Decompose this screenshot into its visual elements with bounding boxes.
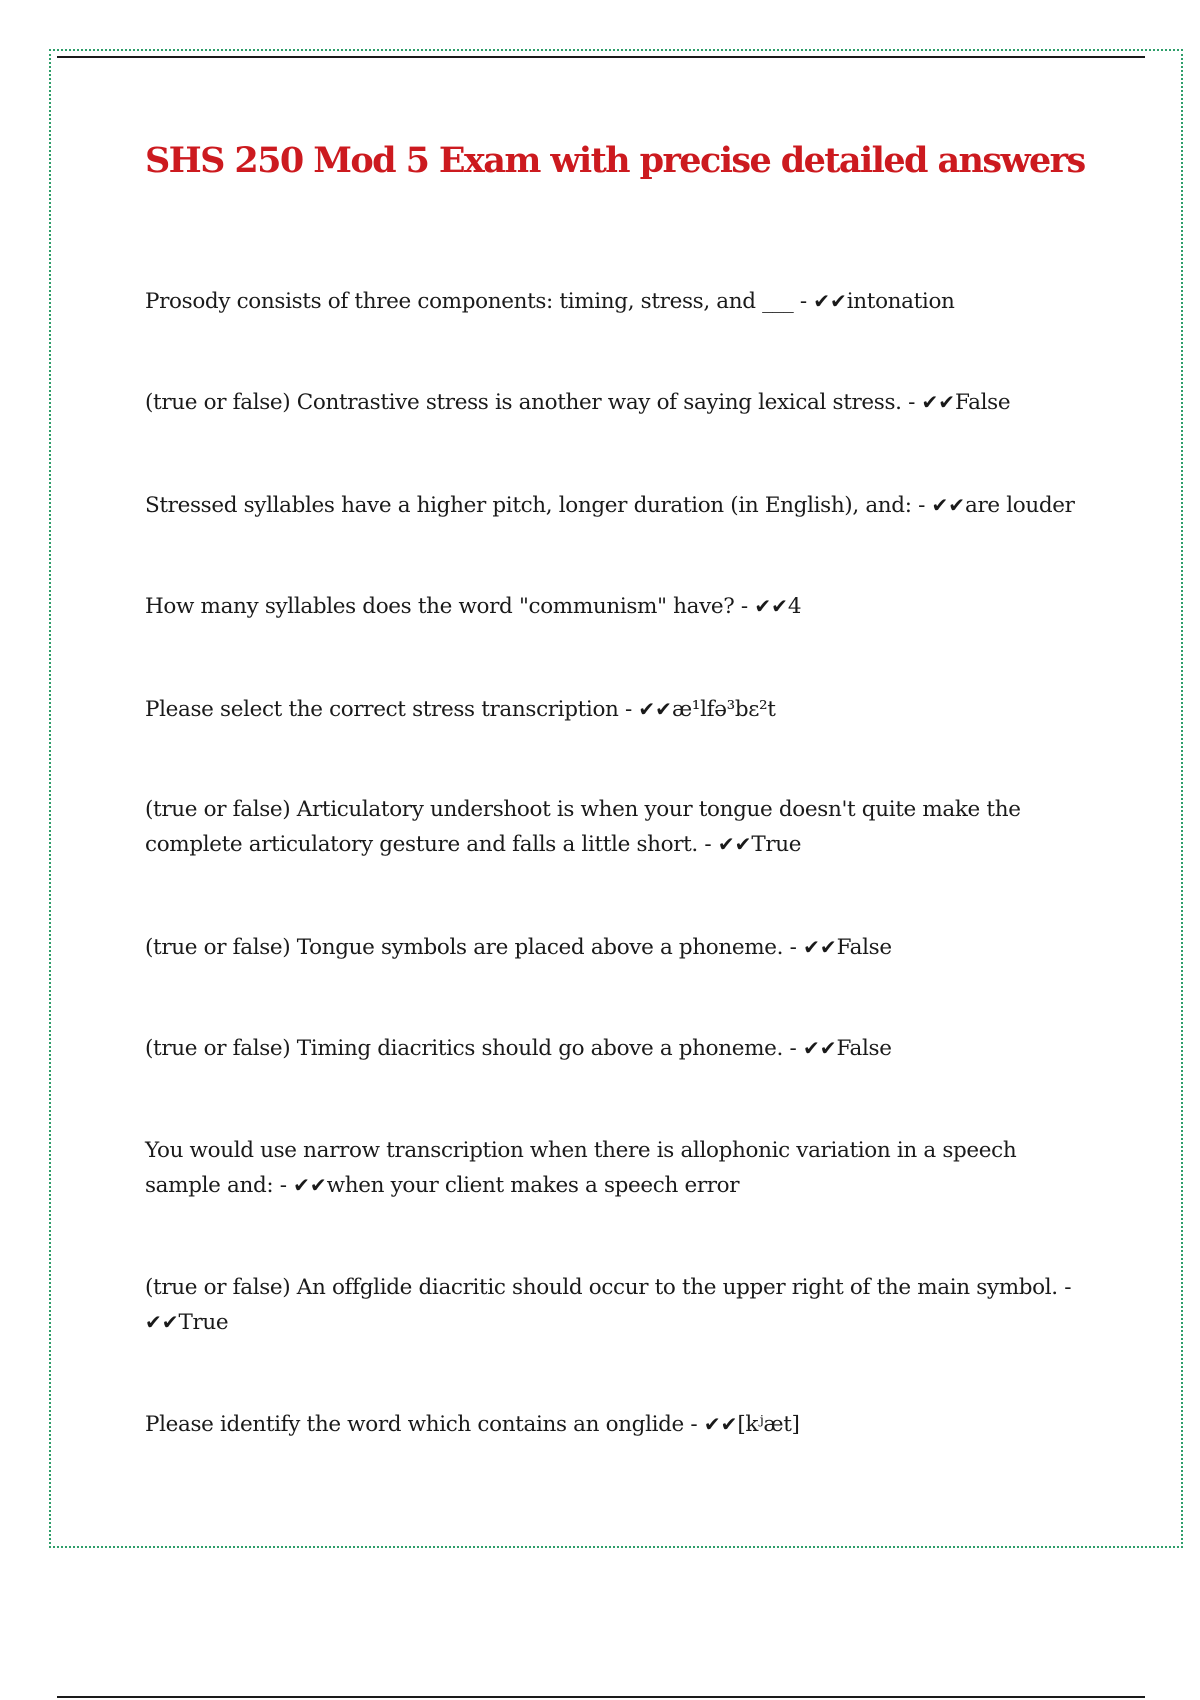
question-text: (true or false) Timing diacritics should go above a phoneme. — [145, 1036, 784, 1061]
answer-text: True — [178, 1310, 229, 1335]
question-text: You would use narrow transcription when there is allophonic variation in a speech sample and: — [145, 1138, 1017, 1198]
separator: - — [618, 697, 639, 722]
answer-text: False — [836, 935, 892, 960]
qa-item — [145, 930, 1085, 965]
qa-item — [145, 385, 1085, 420]
document-title: SHS 250 Mod 5 Exam with precise detailed answers — [145, 140, 1085, 181]
qa-item — [145, 589, 1085, 624]
question-text: (true or false) Articulatory undershoot is when your tongue doesn't quite make the complete articulatory gesture and falls a little short. — [145, 797, 1021, 857]
question-text: Prosody consists of three components: timing, stress, and ___ — [145, 289, 794, 314]
qa-item — [145, 1134, 1085, 1203]
double-check-icon: ✔✔ — [813, 289, 847, 313]
separator: - — [783, 1036, 803, 1061]
double-check-icon: ✔✔ — [802, 1036, 837, 1060]
answer-text: when your client makes a speech error — [326, 1173, 740, 1198]
answer-text: 4 — [787, 594, 802, 619]
double-check-icon: ✔✔ — [754, 594, 788, 618]
double-check-icon: ✔✔ — [703, 1412, 738, 1436]
separator: - — [793, 289, 814, 314]
question-text: How many syllables does the word "communism" have? — [145, 594, 735, 619]
qa-item — [145, 488, 1085, 523]
separator: - — [697, 832, 718, 857]
qa-item — [145, 1031, 1085, 1066]
qa-item — [145, 1271, 1085, 1340]
answer-text: intonation — [846, 289, 955, 314]
qa-item — [145, 692, 1085, 727]
double-check-icon: ✔✔ — [931, 493, 965, 517]
question-text: Please identify the word which contains an onglide — [145, 1412, 684, 1437]
double-check-icon: ✔✔ — [803, 935, 837, 959]
separator: - — [911, 493, 932, 518]
answer-text: False — [955, 390, 1011, 415]
qa-item — [145, 1407, 1085, 1442]
question-text: (true or false) Tongue symbols are placed above a phoneme. — [145, 935, 784, 960]
qa-item — [145, 793, 1085, 862]
answer-text: True — [751, 832, 802, 857]
question-text: Please select the correct stress transcription — [145, 697, 619, 722]
double-check-icon: ✔✔ — [293, 1173, 327, 1197]
separator: - — [901, 390, 922, 415]
qa-item — [145, 284, 1085, 319]
double-check-icon: ✔✔ — [717, 832, 752, 856]
double-check-icon: ✔✔ — [145, 1310, 179, 1334]
double-check-icon: ✔✔ — [638, 697, 672, 721]
question-text: (true or false) An offglide diacritic should occur to the upper right of the main symbol. — [145, 1275, 1058, 1300]
question-text: Stressed syllables have a higher pitch, longer duration (in English), and: — [145, 493, 912, 518]
answer-text: are louder — [965, 493, 1075, 518]
double-check-icon: ✔✔ — [921, 390, 956, 414]
bottom-horizontal-rule — [57, 1696, 1145, 1698]
question-text: (true or false) Contrastive stress is another way of saying lexical stress. — [145, 390, 902, 415]
answer-text: False — [836, 1036, 892, 1061]
answer-text: [kʲæt] — [737, 1412, 800, 1437]
separator: - — [734, 594, 755, 619]
separator: - — [783, 935, 804, 960]
separator: - — [1057, 1275, 1072, 1300]
separator: - — [683, 1412, 704, 1437]
answer-text: æ¹lfə³bɛ²t — [671, 697, 776, 722]
separator: - — [273, 1173, 294, 1198]
